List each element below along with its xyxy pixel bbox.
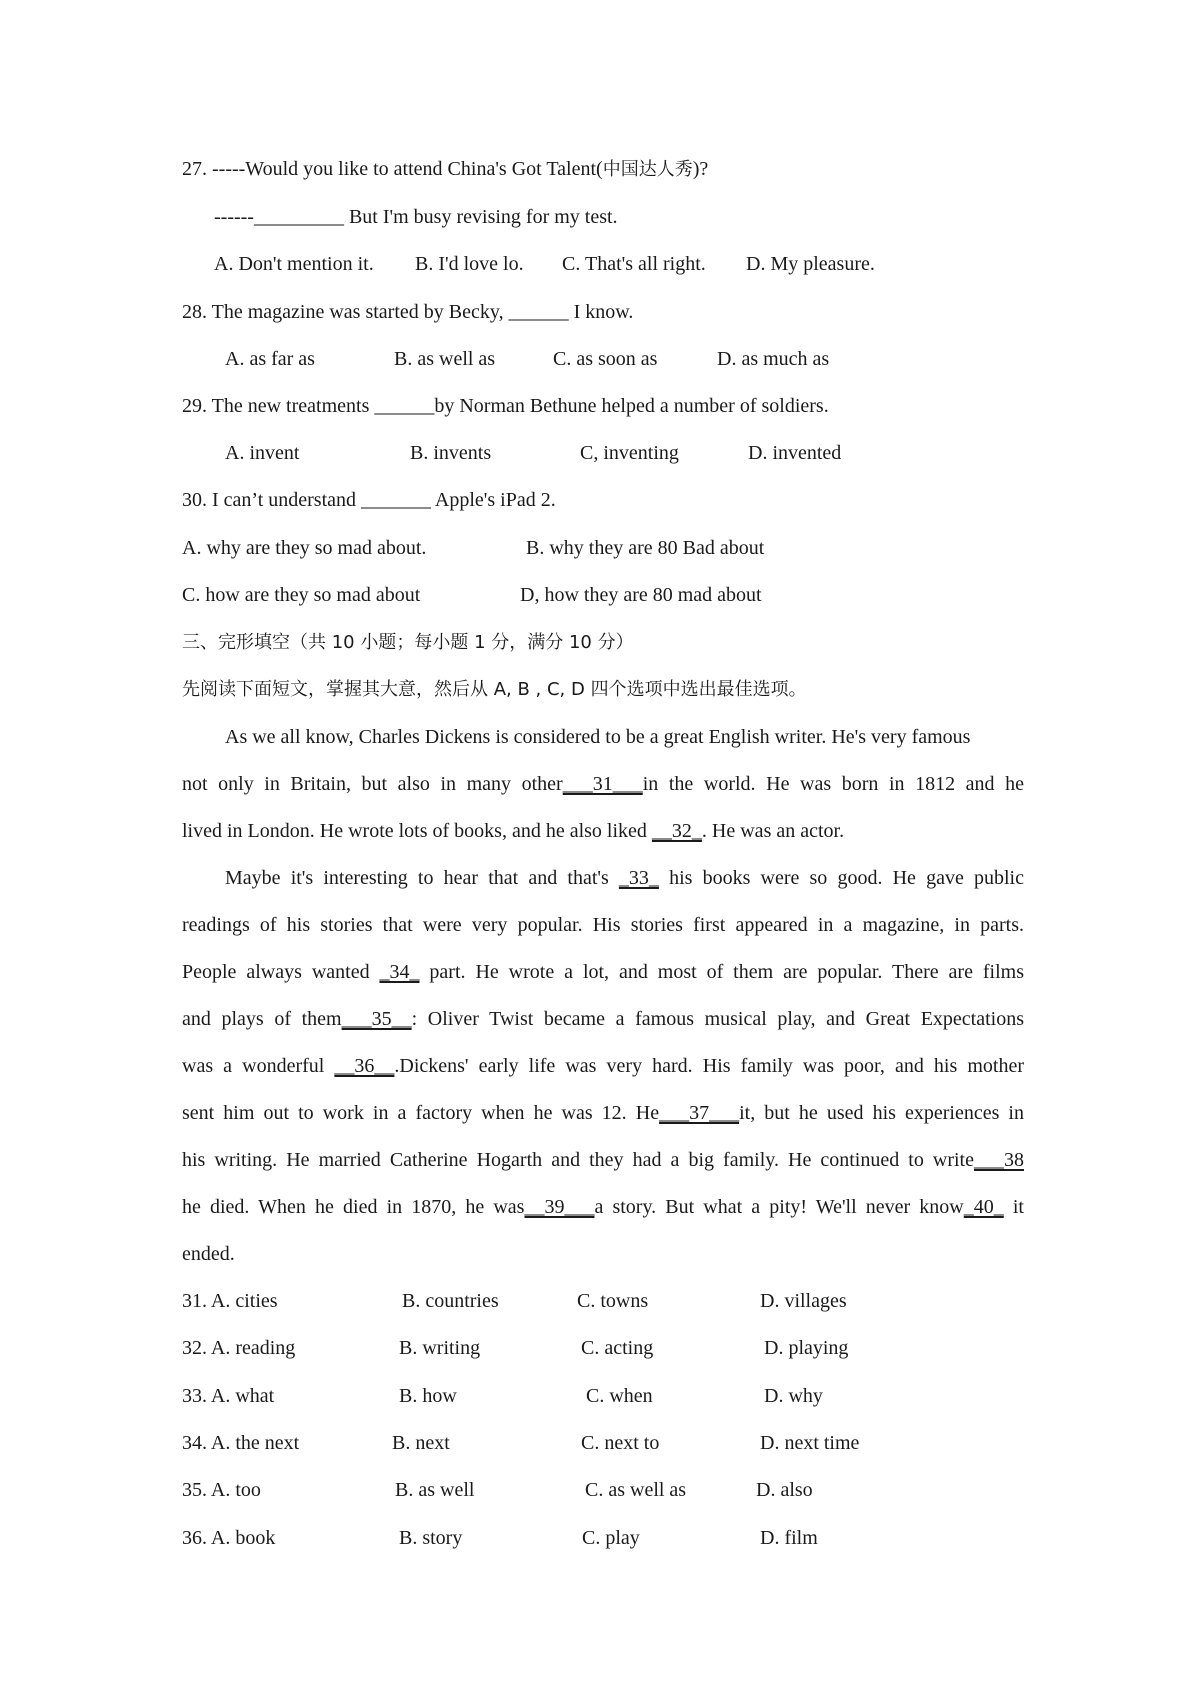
cloze-32-option-b: B. writing [399,1337,481,1359]
passage-text: in the world. He was born in 1812 and he [642,773,1025,795]
question-29-option-a: A. invent [225,442,300,464]
cloze-34-option-d: D. next time [760,1432,860,1454]
passage-text: his writing. He married Catherine Hogarth and they had a big family. He continued to write [182,1149,974,1171]
passage-line [182,1148,1024,1172]
cloze-31-option-b: B. countries [402,1290,499,1312]
question-30-option-b: B. why they are 80 Bad about [526,537,765,559]
passage-text: part. He wrote a lot, and most of them are popular. There are films [419,961,1024,983]
question-28-option-c: C. as soon as [553,348,658,370]
question-30-option-d: D, how they are 80 mad about [520,584,762,606]
question-28-option-d: D. as much as [717,348,830,370]
passage-text: a story. But what a pity! We'll never know [594,1196,964,1218]
cloze-32-option-c: C. acting [581,1337,654,1359]
question-27-option-a: A. Don't mention it. [214,253,374,275]
passage-line [182,1101,1024,1125]
passage-text: and plays of them [182,1008,342,1030]
cloze-36-option-c: C. play [582,1527,640,1549]
passage-text: not only in Britain, but also in many other [182,773,563,795]
cloze-33-option-c: C. when [586,1385,653,1407]
passage-text: Maybe it's interesting to hear that and that's [225,867,619,889]
passage-text: sent him out to work in a factory when he was 12. He [182,1102,660,1124]
passage-line [182,819,844,843]
blank-31: ___31___ [562,773,643,795]
question-27-blank: _________ [253,206,344,228]
passage-line: readings of his stories that were very popular. His stories first appeared in a magazine, in parts. [182,914,1024,936]
cloze-34-option-a: 34. A. the next [182,1432,300,1454]
blank-39: __39___ [524,1196,595,1218]
blank-35: ___35__ [341,1008,412,1030]
passage-line [182,960,1024,984]
question-28-stem: 28. The magazine was started by Becky, ______ I know. [182,301,634,323]
question-27-reply-dashes: ------ [214,206,254,228]
question-27-text: 27. -----Would you like to attend China's Got Talent( [182,158,603,180]
passage-line [182,1054,1024,1078]
passage-text: . He was an actor. [701,820,845,842]
blank-40: _40_ [963,1196,1004,1218]
passage-text: People always wanted [182,961,380,983]
cloze-32-option-d: D. playing [764,1337,849,1359]
question-27-reply [214,205,618,229]
cloze-35-option-a: 35. A. too [182,1479,261,1501]
question-27-stem [182,157,708,182]
cloze-33-option-a: 33. A. what [182,1385,275,1407]
question-27-option-d: D. My pleasure. [746,253,875,275]
question-27-option-b: B. I'd love lo. [415,253,524,275]
cloze-33-option-d: D. why [764,1385,823,1407]
blank-37: ___37___ [659,1102,740,1124]
cloze-34-option-b: B. next [392,1432,450,1454]
question-27-end: )? [692,158,709,180]
passage-text: it [1003,1196,1024,1218]
question-27-chinese-note: 中国达人秀 [602,159,693,180]
passage-line [182,1007,1024,1031]
question-28-option-a: A. as far as [225,348,315,370]
cloze-35-option-b: B. as well [395,1479,475,1501]
blank-34: _34_ [379,961,420,983]
section-3-instruction: 先阅读下面短文，掌握其大意，然后从 A, B , C, D 四个选项中选出最佳选项。 [182,679,807,700]
question-30-stem: 30. I can’t understand _______ Apple's iPad 2. [182,489,556,511]
passage-line [182,1195,1024,1219]
question-30-option-a: A. why are they so mad about. [182,537,427,559]
passage-line [182,772,1024,796]
passage-text: .Dickens' early life was very hard. His family was poor, and his mother [394,1055,1024,1077]
passage-text: his books were so good. He gave public [658,867,1024,889]
passage-text: it, but he used his experiences in [739,1102,1024,1124]
question-27-option-c: C. That's all right. [562,253,706,275]
cloze-32-option-a: 32. A. reading [182,1337,296,1359]
question-29-option-d: D. invented [748,442,842,464]
passage-line: ended. [182,1243,235,1265]
cloze-35-option-c: C. as well as [585,1479,687,1501]
cloze-31-option-a: 31. A. cities [182,1290,278,1312]
passage-text: : Oliver Twist became a famous musical play, and Great Expectations [411,1008,1025,1030]
passage-text: lived in London. He wrote lots of books, and he also liked [182,820,652,842]
question-29-option-c: C, inventing [580,442,679,464]
blank-36: __36__ [334,1055,395,1077]
passage-line [225,866,1024,890]
cloze-36-option-d: D. film [760,1527,818,1549]
cloze-36-option-b: B. story [399,1527,463,1549]
cloze-36-option-a: 36. A. book [182,1527,276,1549]
cloze-35-option-d: D. also [756,1479,813,1501]
question-28-option-b: B. as well as [394,348,496,370]
blank-38: ___38 [974,1149,1024,1171]
question-27-reply-text: But I'm busy revising for my test. [343,206,618,228]
question-29-stem: 29. The new treatments ______by Norman Bethune helped a number of soldiers. [182,395,829,417]
passage-text: he died. When he died in 1870, he was [182,1196,525,1218]
cloze-31-option-c: C. towns [577,1290,649,1312]
passage-line: As we all know, Charles Dickens is considered to be a great English writer. He's very famous [225,726,971,748]
cloze-31-option-d: D. villages [760,1290,847,1312]
question-30-option-c: C. how are they so mad about [182,584,421,606]
blank-33: _33_ [618,867,659,889]
section-3-heading: 三、完形填空（共 10 小题；每小题 1 分，满分 10 分） [182,632,634,653]
blank-32: __32_ [651,820,702,842]
cloze-33-option-b: B. how [399,1385,457,1407]
question-29-option-b: B. invents [410,442,492,464]
passage-text: was a wonderful [182,1055,335,1077]
cloze-34-option-c: C. next to [581,1432,660,1454]
